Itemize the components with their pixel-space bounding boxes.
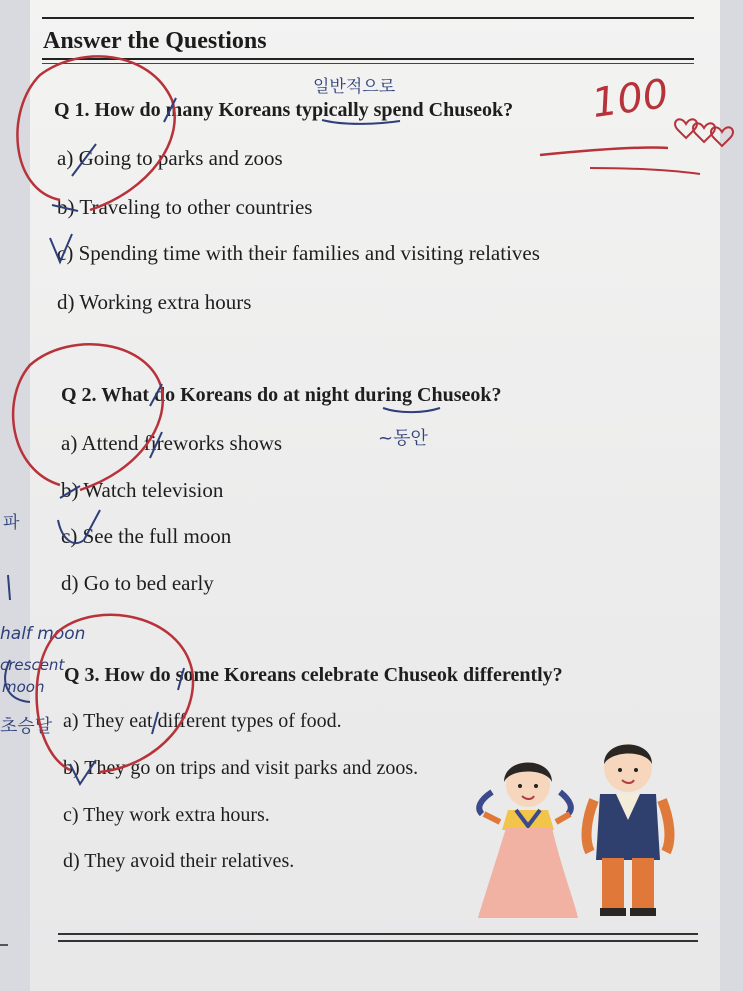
hanbok-children-illustration bbox=[470, 730, 680, 925]
slash-q2-q bbox=[150, 384, 162, 406]
margin-note-q2: 파 bbox=[3, 513, 20, 533]
underline-during bbox=[383, 408, 440, 412]
handwritten-score: 100 bbox=[589, 70, 672, 128]
question-2-option-d: d) Go to bed early bbox=[61, 571, 214, 595]
question-2-option-c: c) See the full moon bbox=[61, 524, 232, 548]
question-1-option-d: d) Working extra hours bbox=[57, 290, 252, 314]
question-3-option-d: d) They avoid their relatives. bbox=[63, 850, 295, 872]
question-2-option-a: a) Attend fireworks shows bbox=[61, 431, 283, 455]
handwritten-note-typically: 일반적으로 bbox=[313, 77, 396, 97]
question-3-option-a: a) They eat different types of food. bbox=[63, 710, 342, 732]
margin-note-crescent: crescent bbox=[0, 656, 65, 674]
check-q2-c bbox=[58, 510, 100, 543]
strike-q1-b bbox=[52, 205, 78, 211]
question-3-option-b: b) They go on trips and visit parks and zoos. bbox=[63, 757, 419, 779]
margin-note-korean-q3: 초승달 bbox=[0, 716, 53, 737]
slash-q3-a bbox=[152, 712, 158, 734]
question-2-prompt: Q 2. What do Koreans do at night during Chuseok? bbox=[61, 384, 502, 406]
check-q1-c bbox=[50, 234, 72, 262]
check-q3-b bbox=[70, 760, 96, 784]
slash-q2-b bbox=[60, 486, 80, 498]
question-1-option-c: c) Spending time with their families and visiting relatives bbox=[57, 241, 540, 265]
margin-note-moon: moon bbox=[2, 678, 45, 696]
girl-figure bbox=[478, 763, 578, 919]
question-1-option-b: b) Traveling to other countries bbox=[57, 195, 313, 219]
handwritten-note-during: ~동안 bbox=[378, 428, 428, 449]
slash-q3-q bbox=[178, 668, 184, 690]
q2-red-circle bbox=[13, 344, 163, 490]
page-title: Answer the Questions bbox=[43, 28, 267, 54]
score-underline bbox=[540, 147, 668, 155]
margin-note-half-moon: half moon bbox=[0, 624, 86, 644]
question-1-prompt: Q 1. How do many Koreans typically spend Chuseok? bbox=[54, 99, 514, 121]
margin-bracket-q2 bbox=[8, 575, 10, 600]
question-3-prompt: Q 3. How do some Koreans celebrate Chuseok differently? bbox=[64, 664, 563, 686]
q1-red-circle bbox=[17, 56, 174, 210]
underline-typically bbox=[322, 120, 400, 124]
score-hearts-icon bbox=[675, 119, 733, 146]
boy-figure bbox=[587, 744, 670, 916]
slash-q1-a bbox=[72, 144, 96, 176]
question-1-option-a: a) Going to parks and zoos bbox=[57, 146, 283, 170]
question-3-option-c: c) They work extra hours. bbox=[63, 804, 270, 826]
margin-q3-circle bbox=[5, 660, 30, 702]
question-2-option-b: b) Watch television bbox=[61, 478, 224, 502]
q3-red-circle bbox=[37, 615, 193, 772]
score-underline-2 bbox=[590, 168, 700, 174]
